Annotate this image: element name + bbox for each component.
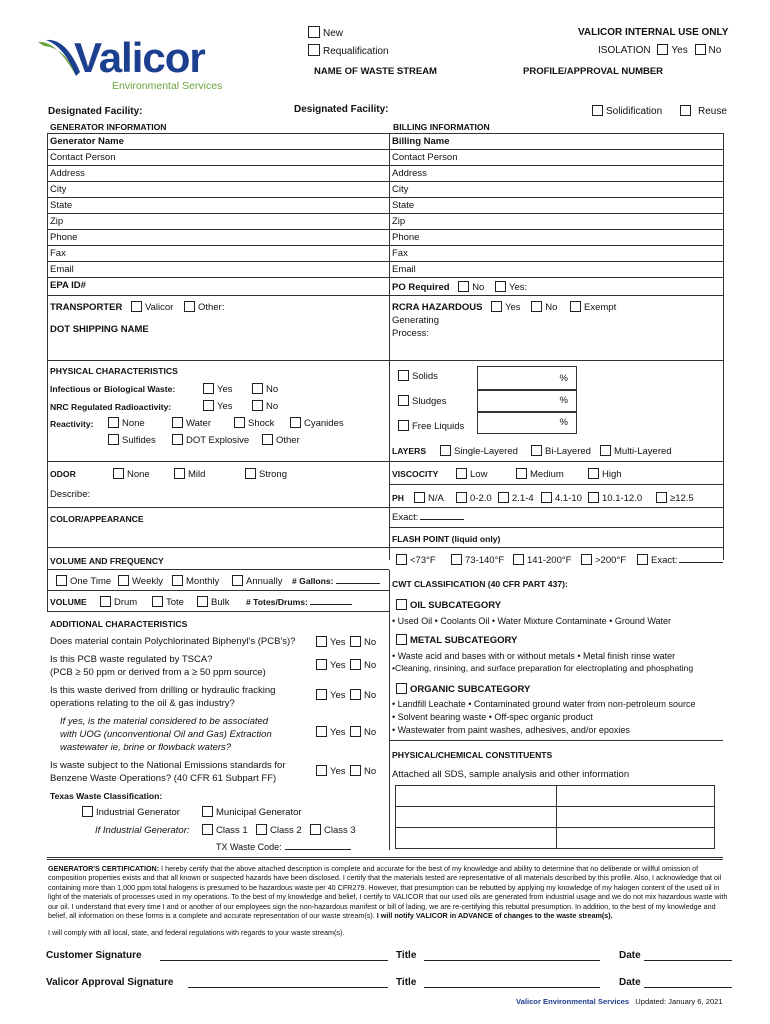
generator-title: GENERATOR INFORMATION bbox=[50, 122, 167, 132]
field-row[interactable] bbox=[389, 230, 723, 246]
valicor-title-line[interactable] bbox=[424, 987, 600, 988]
field-row[interactable] bbox=[389, 182, 723, 198]
certification-lead: GENERATOR'S CERTIFICATION: bbox=[48, 864, 160, 873]
ph-label: PH bbox=[392, 493, 404, 503]
sludges-pct-field[interactable] bbox=[477, 390, 577, 412]
field-row[interactable] bbox=[389, 198, 723, 214]
customer-signature-label: Customer Signature bbox=[46, 950, 142, 961]
pct-label: % bbox=[559, 373, 568, 384]
container-checkbox[interactable] bbox=[152, 596, 163, 607]
viscosity-label: VISCOCITY bbox=[392, 469, 439, 479]
reuse-label: Reuse bbox=[698, 106, 727, 117]
field-label: Generator Name bbox=[50, 136, 124, 147]
designated-facility-left[interactable] bbox=[48, 106, 142, 117]
footer-updated: Updated: January 6, 2021 bbox=[635, 997, 723, 1006]
frequency-checkbox[interactable] bbox=[118, 575, 129, 586]
solidification-checkbox[interactable] bbox=[592, 105, 603, 116]
profile-number-label: PROFILE/APPROVAL NUMBER bbox=[523, 66, 664, 77]
organic-items-2: • Solvent bearing waste • Off-spec organic product bbox=[392, 712, 593, 722]
gallons-label: # Gallons: bbox=[292, 576, 334, 586]
uog-yes[interactable]: Yes bbox=[316, 726, 346, 738]
isolation-label: ISOLATION bbox=[598, 45, 651, 56]
certification-bold: I will notify VALICOR in ADVANCE of changes to the waste stream(s). bbox=[374, 911, 613, 921]
flash-checkbox[interactable] bbox=[396, 554, 407, 565]
field-row[interactable] bbox=[389, 246, 723, 262]
field-row[interactable] bbox=[47, 230, 389, 246]
industrial-generator[interactable]: Industrial Generator bbox=[82, 806, 180, 818]
reactivity-shock[interactable]: Shock bbox=[234, 417, 274, 429]
valicor-logo bbox=[36, 36, 246, 96]
class-1[interactable]: Class 1 bbox=[202, 824, 248, 836]
sludges-option[interactable]: Sludges bbox=[398, 395, 446, 407]
field-row[interactable] bbox=[47, 198, 389, 214]
field-row[interactable] bbox=[389, 166, 723, 182]
ph-checkbox[interactable] bbox=[588, 492, 599, 503]
customer-date-label: Date bbox=[619, 950, 641, 961]
field-row[interactable] bbox=[389, 150, 723, 166]
field-row[interactable] bbox=[389, 134, 723, 150]
valicor-date-label: Date bbox=[619, 977, 641, 988]
reactivity-label: Reactivity: bbox=[50, 419, 94, 429]
new-checkbox[interactable] bbox=[308, 26, 320, 38]
flash-checkbox[interactable] bbox=[581, 554, 592, 565]
isolation-yes-checkbox[interactable] bbox=[657, 44, 668, 55]
organic-subcategory[interactable]: ORGANIC SUBCATEGORY bbox=[396, 683, 530, 695]
uog-question-3: wastewater ie, brine or flowback waters? bbox=[60, 742, 232, 753]
po-yes-label: Yes: bbox=[508, 282, 528, 293]
frequency-label: Annually bbox=[246, 576, 283, 587]
field-label: Email bbox=[392, 264, 416, 275]
reactivity-sulfides[interactable]: Sulfides bbox=[108, 434, 156, 446]
rcra-row bbox=[392, 301, 616, 313]
flash-checkbox[interactable] bbox=[451, 554, 462, 565]
flash-label: 73-140°F bbox=[465, 555, 505, 566]
viscosity-medium[interactable]: Medium bbox=[516, 468, 564, 480]
odor-strong[interactable]: Strong bbox=[245, 468, 287, 480]
gallons[interactable] bbox=[292, 576, 380, 586]
designated-facility-right[interactable] bbox=[294, 104, 388, 115]
texas-title: Texas Waste Classification: bbox=[50, 791, 163, 801]
valicor-signature-line[interactable] bbox=[188, 987, 388, 988]
frequency-label: One Time bbox=[70, 576, 112, 587]
totes-label: # Totes/Drums: bbox=[246, 597, 308, 607]
tsca-yes[interactable]: Yes bbox=[316, 659, 346, 671]
field-row[interactable] bbox=[47, 214, 389, 230]
viscosity-low[interactable]: Low bbox=[456, 468, 487, 480]
field-label: Address bbox=[392, 168, 427, 179]
describe-label: Describe: bbox=[50, 489, 91, 500]
container-checkbox[interactable] bbox=[197, 596, 208, 607]
physical-title: PHYSICAL CHARACTERISTICS bbox=[50, 366, 178, 376]
solidification-option[interactable] bbox=[592, 105, 662, 117]
ph-checkbox[interactable] bbox=[498, 492, 509, 503]
po-required-label: PO Required bbox=[392, 282, 450, 293]
infectious-yes[interactable]: Yes bbox=[203, 383, 233, 395]
constituents-title: PHYSICAL/CHEMICAL CONSTITUENTS bbox=[392, 750, 553, 760]
rcra-yes-checkbox[interactable] bbox=[491, 301, 502, 312]
if-industrial-label: If Industrial Generator: bbox=[95, 825, 190, 836]
pcb-yes[interactable]: Yes bbox=[316, 636, 346, 648]
transporter-row bbox=[50, 301, 224, 313]
uog-question-2: with UOG (unconventional Oil and Gas) Extraction bbox=[60, 729, 272, 740]
nrc-yes[interactable]: Yes bbox=[203, 400, 233, 412]
generating-label: Generating bbox=[392, 315, 440, 326]
container-label: Drum bbox=[114, 597, 138, 608]
class-3[interactable]: Class 3 bbox=[310, 824, 356, 836]
ph-option[interactable] bbox=[456, 492, 492, 504]
transporter-valicor-checkbox[interactable] bbox=[131, 301, 142, 312]
benzene-question-sub: Benzene Waste Operations? (40 CFR 61 Subpart FF) bbox=[50, 773, 277, 784]
ph-checkbox[interactable] bbox=[541, 492, 552, 503]
reuse-checkbox[interactable] bbox=[680, 105, 691, 116]
rcra-no-label: No bbox=[545, 302, 558, 313]
free-liquids-option[interactable]: Free Liquids bbox=[398, 420, 464, 432]
field-row[interactable] bbox=[47, 262, 389, 278]
frequency-checkbox[interactable] bbox=[56, 575, 67, 586]
tsca-question-sub: (PCB ≥ 50 ppm or derived from a ≥ 50 ppm source) bbox=[50, 667, 266, 678]
fracking-yes[interactable]: Yes bbox=[316, 689, 346, 701]
viscosity-high[interactable]: High bbox=[588, 468, 622, 480]
nrc-label: NRC Regulated Radioactivity: bbox=[50, 402, 172, 412]
ph-option[interactable] bbox=[498, 492, 534, 504]
ph-label: 0-2.0 bbox=[470, 493, 492, 504]
field-label: Zip bbox=[50, 216, 64, 227]
footer-company: Valicor Environmental Services bbox=[516, 997, 630, 1006]
frequency-checkbox[interactable] bbox=[172, 575, 183, 586]
field-label: Contact Person bbox=[392, 152, 458, 163]
designated-facility-label: Designated Facility: bbox=[48, 106, 143, 117]
po-no-label: No bbox=[472, 282, 485, 293]
color-appearance-label: COLOR/APPEARANCE bbox=[50, 514, 144, 524]
ph-checkbox[interactable] bbox=[656, 492, 667, 503]
field-row[interactable] bbox=[389, 214, 723, 230]
requal-option[interactable] bbox=[308, 44, 389, 57]
frequency-label: Monthly bbox=[186, 576, 220, 587]
volume-frequency-title: VOLUME AND FREQUENCY bbox=[50, 556, 164, 566]
ph-exact-label: Exact: bbox=[392, 512, 419, 523]
tsca-no[interactable]: No bbox=[350, 659, 376, 671]
waste-stream-label: NAME OF WASTE STREAM bbox=[314, 66, 437, 77]
field-label: Phone bbox=[50, 232, 78, 243]
pct-label: % bbox=[559, 395, 568, 406]
epa-id-row[interactable] bbox=[47, 278, 389, 294]
pcb-no[interactable]: No bbox=[350, 636, 376, 648]
certification-body: I hereby certify that the above attached description is complete and accurate for the best of my knowledge and ability to determine that no deliberate or willful omission of composition properties exists and that all known or suspected hazards have been disclosed. I certify that the materials tested are representative of all materials described by this profile. Also, I acknowledge that oil containing more than 1,000 ppm total halogens is presumed to be hazardous waste per 40 CFR279. However, that presumption can be rebutted by applying my knowledge of my halogen content of the used oil in light of the materials of processes used in my operations. To the best of my knowledge and belief, I certify to VALICOR that our used oils are generated from industrial usage and we do not mix hazardous waste with our oil. I understand that every time I and or another of our employees sign the non-hazardous manifest or bill of lading, we are re-certifying this rebuttal presumption. In addition, to the best of my knowledge and belief, all information on these forms is a complete and accurate representation of our waste stream(s). bbox=[48, 864, 728, 921]
flash-option[interactable] bbox=[451, 554, 504, 566]
field-label: State bbox=[392, 200, 415, 211]
ph-option[interactable] bbox=[588, 492, 642, 504]
footer bbox=[516, 997, 723, 1006]
metal-items-2: •Cleaning, rinsining, and surface preparation for electroplating and phosphating bbox=[392, 663, 694, 673]
frequency-label: Weekly bbox=[132, 576, 163, 587]
ph-exact[interactable] bbox=[392, 512, 464, 523]
ph-label: 10.1-12.0 bbox=[602, 493, 643, 504]
fracking-question-sub: operations relating to the oil & gas industry? bbox=[50, 698, 235, 709]
flash-option[interactable] bbox=[396, 554, 436, 566]
customer-title-line[interactable] bbox=[424, 960, 600, 961]
transporter-other-label: Other: bbox=[197, 302, 225, 313]
container-option[interactable] bbox=[100, 596, 137, 608]
odor-none[interactable]: None bbox=[113, 468, 150, 480]
field-label: City bbox=[392, 184, 409, 195]
flash-label: 141-200°F bbox=[527, 555, 572, 566]
frequency-checkbox[interactable] bbox=[232, 575, 243, 586]
isolation-row bbox=[598, 44, 721, 56]
po-yes-checkbox[interactable] bbox=[495, 281, 506, 292]
flash-checkbox[interactable] bbox=[513, 554, 524, 565]
valicor-title-label: Title bbox=[396, 977, 417, 988]
ph-label: 4.1-10 bbox=[555, 493, 582, 504]
field-row[interactable] bbox=[47, 182, 389, 198]
field-label: Billing Name bbox=[392, 136, 450, 147]
field-row[interactable] bbox=[389, 262, 723, 278]
new-option[interactable] bbox=[308, 26, 343, 39]
customer-date-line[interactable] bbox=[644, 960, 732, 961]
ph-option[interactable] bbox=[541, 492, 582, 504]
infectious-no[interactable]: No bbox=[252, 383, 278, 395]
volume-label: VOLUME bbox=[50, 597, 87, 607]
field-label: Contact Person bbox=[50, 152, 116, 163]
customer-signature-line[interactable] bbox=[160, 960, 388, 961]
nrc-no[interactable]: No bbox=[252, 400, 278, 412]
field-label: City bbox=[50, 184, 67, 195]
constituents-sub: Attached all SDS, sample analysis and other information bbox=[392, 769, 630, 780]
field-label: Email bbox=[50, 264, 74, 275]
flash-exact-label: Exact: bbox=[651, 555, 678, 566]
rcra-yes-label: Yes bbox=[505, 302, 521, 313]
reactivity-cyanides[interactable]: Cyanides bbox=[290, 417, 344, 429]
po-no-checkbox[interactable] bbox=[458, 281, 469, 292]
field-row[interactable] bbox=[47, 166, 389, 182]
logo-subtitle: Environmental Services bbox=[112, 80, 223, 92]
ph-label: 2.1-4 bbox=[512, 493, 534, 504]
pcb-question: Does material contain Polychlorinated Biphenyl's (PCB's)? bbox=[50, 636, 296, 647]
layers-label: LAYERS bbox=[392, 446, 427, 456]
organic-items-1: • Landfill Leachate • Contaminated ground water from non-petroleum source bbox=[392, 699, 696, 709]
ph-label: ≥12.5 bbox=[670, 493, 694, 504]
field-label: Fax bbox=[392, 248, 408, 259]
field-label: Zip bbox=[392, 216, 406, 227]
logo-brand: Valicor bbox=[74, 34, 205, 81]
process-label: Process: bbox=[392, 328, 429, 339]
dot-shipping-label: DOT SHIPPING NAME bbox=[50, 324, 149, 335]
odor-label: ODOR bbox=[50, 469, 76, 479]
requal-checkbox[interactable] bbox=[308, 44, 320, 56]
container-option[interactable] bbox=[152, 596, 184, 608]
isolation-yes-label: Yes bbox=[671, 45, 688, 56]
tx-waste-code-label: TX Waste Code: bbox=[216, 842, 282, 852]
requal-label: Requalification bbox=[323, 46, 389, 57]
rcra-label: RCRA HAZARDOUS bbox=[392, 302, 483, 313]
class-2[interactable]: Class 2 bbox=[256, 824, 302, 836]
municipal-generator[interactable]: Municipal Generator bbox=[202, 806, 302, 818]
new-label: New bbox=[323, 28, 344, 39]
field-label: Fax bbox=[50, 248, 66, 259]
frequency-option[interactable] bbox=[232, 575, 282, 587]
tx-waste-code[interactable] bbox=[216, 842, 351, 852]
flash-option[interactable] bbox=[513, 554, 571, 566]
ph-label: N/A bbox=[428, 493, 444, 504]
cwt-title: CWT CLASSIFICATION (40 CFR PART 437): bbox=[392, 579, 568, 589]
frequency-option[interactable] bbox=[172, 575, 219, 587]
frequency-option[interactable] bbox=[118, 575, 163, 587]
epa-id-label: EPA ID# bbox=[50, 280, 86, 291]
reactivity-none[interactable]: None bbox=[108, 417, 145, 429]
solids-option[interactable]: Solids bbox=[398, 370, 438, 382]
reactivity-water[interactable]: Water bbox=[172, 417, 211, 429]
infectious-label: Infectious or Biological Waste: bbox=[50, 384, 176, 394]
container-label: Tote bbox=[166, 597, 184, 608]
container-checkbox[interactable] bbox=[100, 596, 111, 607]
pct-label: % bbox=[559, 417, 568, 428]
benzene-no[interactable]: No bbox=[350, 765, 376, 777]
frequency-option[interactable] bbox=[56, 575, 111, 587]
solids-pct-field[interactable] bbox=[477, 366, 577, 390]
odor-mild[interactable]: Mild bbox=[174, 468, 205, 480]
metal-subcategory[interactable]: METAL SUBCATEGORY bbox=[396, 634, 517, 646]
designated-facility-label-2: Designated Facility: bbox=[294, 104, 389, 115]
field-row[interactable] bbox=[47, 246, 389, 262]
container-option[interactable] bbox=[197, 596, 229, 608]
certification-last: I will comply with all local, state, and federal regulations with regards to your waste stream(s). bbox=[48, 928, 345, 937]
additional-title: ADDITIONAL CHARACTERISTICS bbox=[50, 619, 188, 629]
single-layered[interactable]: Single-Layered bbox=[440, 445, 518, 457]
container-label: Bulk bbox=[211, 597, 230, 608]
valicor-date-line[interactable] bbox=[644, 987, 732, 988]
benzene-question: Is waste subject to the National Emissions standards for bbox=[50, 760, 286, 771]
totes-drums[interactable] bbox=[246, 597, 352, 607]
oil-subcategory[interactable]: OIL SUBCATEGORY bbox=[396, 599, 501, 611]
isolation-no-checkbox[interactable] bbox=[695, 44, 706, 55]
bi-layered[interactable]: Bi-Layered bbox=[531, 445, 591, 457]
oil-items: • Used Oil • Coolants Oil • Water Mixture Contaminate • Ground Water bbox=[392, 616, 672, 626]
field-row[interactable] bbox=[47, 134, 389, 150]
flash-option[interactable] bbox=[581, 554, 626, 566]
reuse-option[interactable] bbox=[680, 105, 727, 117]
ph-checkbox[interactable] bbox=[456, 492, 467, 503]
flash-label: <73°F bbox=[410, 555, 436, 566]
rcra-exempt-label: Exempt bbox=[584, 302, 617, 313]
billing-title: BILLING INFORMATION bbox=[393, 122, 490, 132]
uog-question-1: If yes, is the material considered to be associated bbox=[60, 716, 269, 727]
field-label: State bbox=[50, 200, 73, 211]
fracking-no[interactable]: No bbox=[350, 689, 376, 701]
reactivity-dot-explosive[interactable]: DOT Explosive bbox=[172, 434, 249, 446]
ph-option[interactable] bbox=[414, 492, 444, 504]
flash-label: >200°F bbox=[595, 555, 627, 566]
transporter-label: TRANSPORTER bbox=[50, 302, 123, 313]
certification-text bbox=[48, 864, 728, 920]
isolation-no-label: No bbox=[708, 45, 722, 56]
metal-items-1: • Waste acid and bases with or without metals • Metal finish rinse water bbox=[392, 651, 676, 661]
liquids-pct-field[interactable] bbox=[477, 412, 577, 434]
flash-point-label: FLASH POINT (liquid only) bbox=[392, 534, 501, 544]
field-label: Address bbox=[50, 168, 85, 179]
constituents-table[interactable] bbox=[395, 785, 715, 849]
customer-title-label: Title bbox=[396, 950, 417, 961]
rcra-exempt-checkbox[interactable] bbox=[570, 301, 581, 312]
po-required-row bbox=[392, 281, 527, 293]
uog-no[interactable]: No bbox=[350, 726, 376, 738]
fracking-question: Is this waste derived from drilling or hydraulic fracking bbox=[50, 685, 276, 696]
transporter-valicor-label: Valicor bbox=[144, 302, 174, 313]
transporter-other-checkbox[interactable] bbox=[184, 301, 195, 312]
multi-layered[interactable]: Multi-Layered bbox=[600, 445, 672, 457]
field-row[interactable] bbox=[47, 150, 389, 166]
ph-option[interactable] bbox=[656, 492, 694, 504]
rcra-no-checkbox[interactable] bbox=[531, 301, 542, 312]
tsca-question: Is this PCB waste regulated by TSCA? bbox=[50, 654, 213, 665]
flash-exact[interactable] bbox=[637, 554, 723, 566]
solidification-label: Solidification bbox=[606, 106, 663, 117]
valicor-signature-label: Valicor Approval Signature bbox=[46, 977, 174, 988]
internal-use-label: VALICOR INTERNAL USE ONLY bbox=[578, 27, 729, 38]
reactivity-other[interactable]: Other bbox=[262, 434, 300, 446]
field-label: Phone bbox=[392, 232, 420, 243]
ph-checkbox[interactable] bbox=[414, 492, 425, 503]
organic-items-3: • Wastewater from paint washes, adhesives, and/or epoxies bbox=[392, 725, 630, 735]
benzene-yes[interactable]: Yes bbox=[316, 765, 346, 777]
